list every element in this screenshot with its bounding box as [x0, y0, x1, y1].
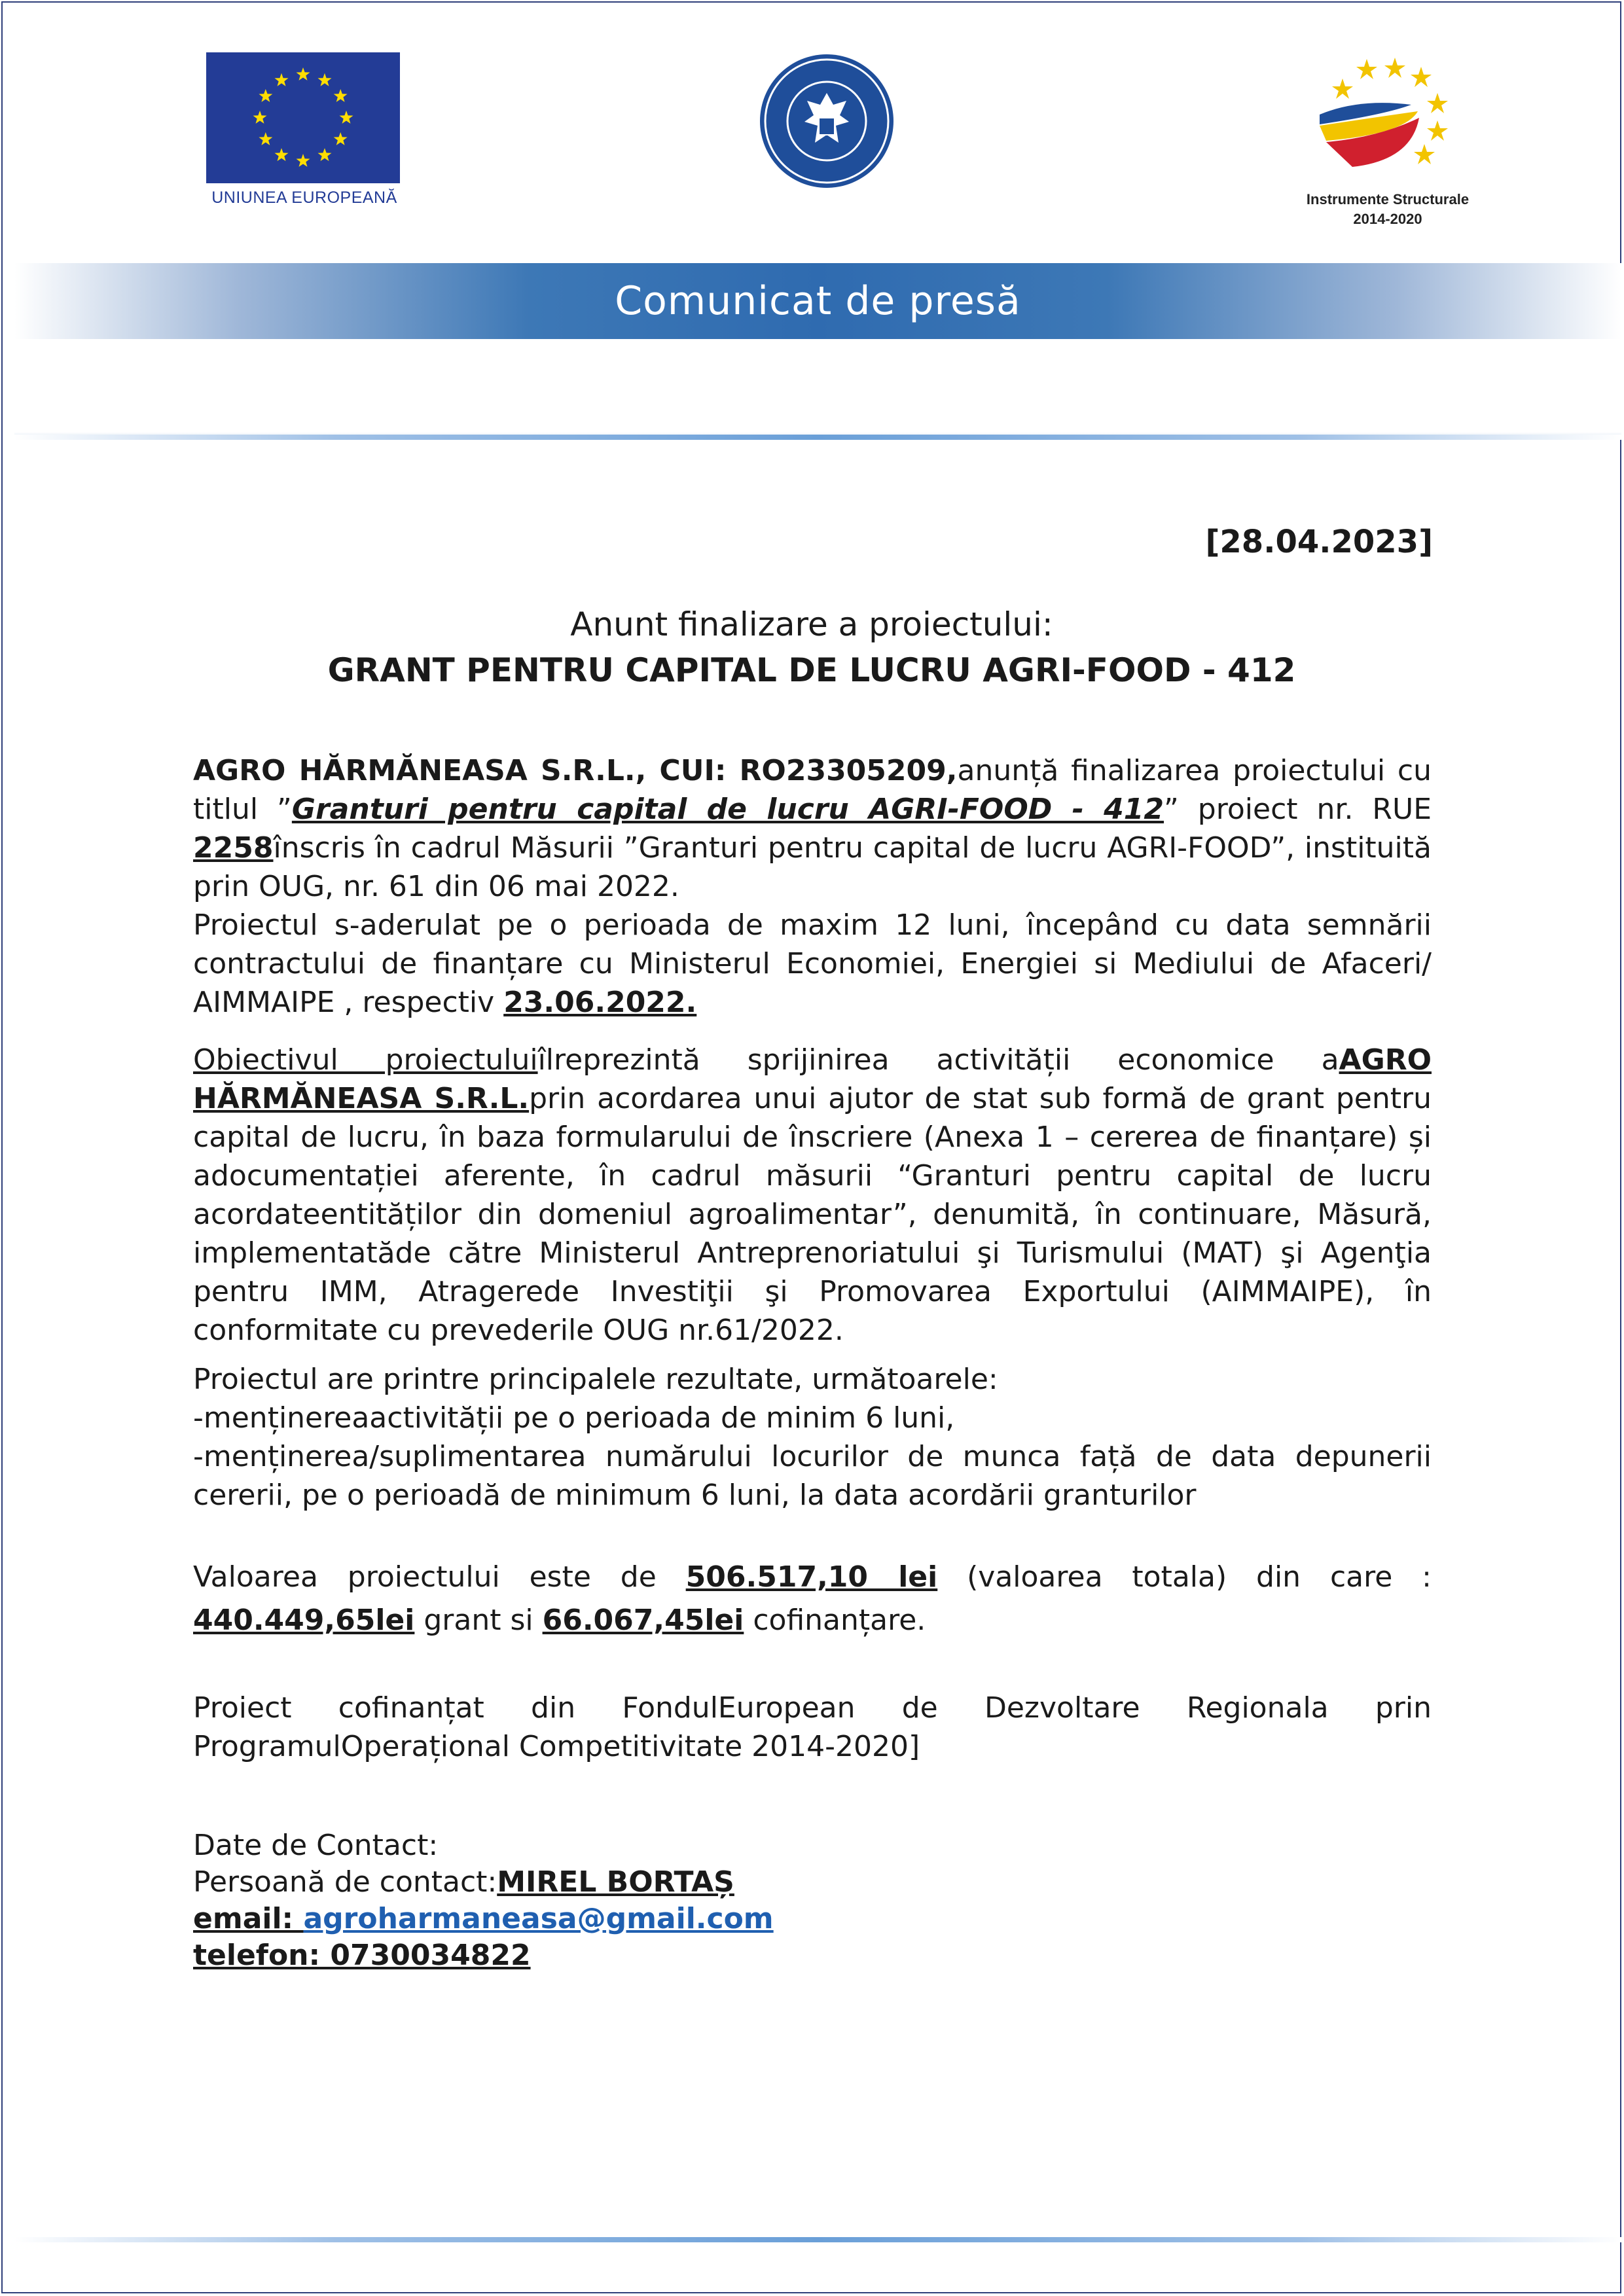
eu-star — [318, 148, 332, 161]
grant-value: 440.449,65lei — [193, 1604, 415, 1637]
results-line-1: Proiectul are printre principalele rezultate, următoarele: — [193, 1363, 998, 1396]
eu-star — [340, 111, 353, 124]
email-label: email: — [193, 1902, 304, 1935]
eu-flag-logo — [206, 52, 400, 183]
company-name: AGRO HĂRMĂNEASA S.R.L. — [193, 1043, 1432, 1115]
contact-person: MIREL BORTAȘ — [497, 1865, 734, 1899]
objective-label: Obiectivul proiectului — [193, 1043, 538, 1077]
contact-heading: Date de Contact: — [193, 1829, 439, 1862]
paragraph-intro — [193, 751, 1432, 1022]
title-line-1: Anunt finalizare a proiectului: — [570, 605, 1053, 643]
text: Valoarea proiectului este de — [193, 1560, 686, 1594]
text: îlreprezintă sprijinirea activității economice a — [537, 1043, 1339, 1077]
eu-star — [259, 89, 272, 102]
text: înscris în cadrul Măsurii ”Granturi pentru capital de lucru AGRI-FOOD”, instituită prin OUG, nr. 61 din 06 mai 2022. — [193, 831, 1432, 903]
title-line-2: GRANT PENTRU CAPITAL DE LUCRU AGRI-FOOD - 412 — [327, 651, 1296, 689]
contact-block — [193, 1827, 1432, 1974]
text: grant si — [414, 1604, 543, 1637]
eu-star — [259, 132, 272, 145]
eu-label: UNIUNEA EUROPEANĂ — [211, 188, 397, 207]
eu-star — [297, 67, 310, 81]
eu-star — [275, 148, 289, 161]
is-label-line-2: 2014-2020 — [1353, 211, 1422, 227]
text: cofinanțare. — [744, 1604, 926, 1637]
footer-divider — [14, 2237, 1621, 2242]
eu-star — [318, 73, 332, 86]
results-line-2: -menținereaactivității pe o perioada de minim 6 luni, — [193, 1401, 955, 1435]
text: ” proiect nr. RUE — [1164, 793, 1432, 826]
text: (valoarea totala) din care : — [937, 1560, 1432, 1594]
email-link[interactable]: agroharmaneasa@gmail.com — [303, 1902, 774, 1935]
company-id: AGRO HĂRMĂNEASA S.R.L., CUI: RO23305209, — [193, 754, 958, 787]
instrumente-structurale-label — [1270, 190, 1506, 229]
project-title: Granturi pentru capital de lucru AGRI-FOOD - 412 — [291, 793, 1164, 826]
header-divider — [14, 435, 1621, 440]
text: anunță finalizarea proiectului cu titlul ” — [193, 754, 1432, 826]
eu-star — [253, 111, 267, 124]
project-number: 2258 — [193, 831, 274, 865]
text: Proiectul s-aderulat pe o perioada de maxim 12 luni, începând cu data semnării contractului de finanțare cu Ministerul Economiei, Energiei si Mediului de Afaceri/ AIMMAIPE , respectiv — [193, 908, 1432, 1019]
contact-person-label: Persoană de contact: — [193, 1865, 497, 1899]
text: prin acordarea unui ajutor de stat sub formă de grant pentru capital de lucru, în baza formularului de înscriere (Anexa 1 – cererea de finanțare) și adocumentației aferente, în cadrul măsurii “Granturi pentru capital de lucru acordateentităților din domeniul agroalimentar”, denumită, în continuare, Măsură, implementatăde către Ministerul Antreprenoriatului şi Turismului (MAT) şi Agenţia pentru IMM, Atragerede Investiţii şi Promovarea Exportului (AIMMAIPE), în conformitate cu prevederile OUG nr.61/2022. — [193, 1082, 1432, 1347]
results-line-3: -menținerea/suplimentarea numărului locurilor de munca față de data depunerii cererii, pe o perioadă de minimum 6 luni, la data acordării granturilor — [193, 1440, 1432, 1512]
paragraph-results — [193, 1360, 1432, 1515]
eu-star — [275, 73, 289, 86]
eu-star — [334, 89, 348, 102]
press-release-banner — [14, 263, 1621, 339]
government-romania-logo — [758, 52, 895, 190]
contract-date: 23.06.2022. — [503, 986, 697, 1019]
total-value: 506.517,10 lei — [685, 1560, 938, 1594]
eu-star — [334, 132, 348, 145]
eu-star — [297, 154, 310, 167]
paragraph-objective — [193, 1041, 1432, 1350]
instrumente-structurale-logo — [1307, 52, 1464, 183]
is-label-line-1: Instrumente Structurale — [1306, 191, 1470, 207]
paragraph-cofinancing — [193, 1689, 1432, 1766]
phone: telefon: 0730034822 — [193, 1939, 531, 1972]
release-date: [28.04.2023] — [1205, 524, 1433, 560]
paragraph-value — [193, 1556, 1432, 1642]
cofinancing-value: 66.067,45lei — [542, 1604, 744, 1637]
banner-title: Comunicat de presă — [615, 278, 1021, 324]
cofinancing-text: Proiect cofinanțat din FondulEuropean de Dezvoltare Regionala prin ProgramulOperațional Competitivitate 2014-2020] — [193, 1691, 1432, 1763]
banner-shadow-area — [14, 339, 1621, 437]
